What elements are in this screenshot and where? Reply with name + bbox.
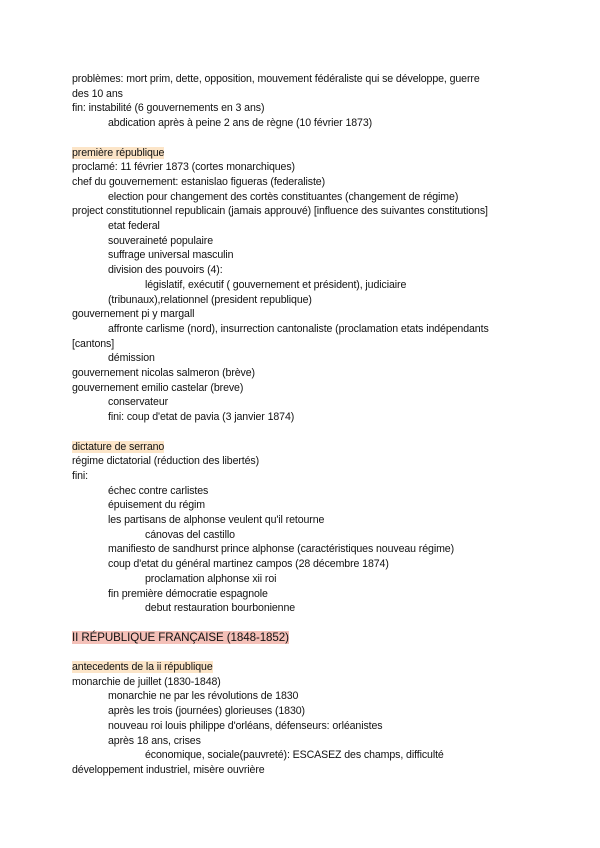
text-line: division des pouvoirs (4): [108, 264, 223, 277]
text-line: abdication après à peine 2 ans de règne (10 février 1873) [108, 117, 373, 130]
text-line: problèmes: mort prim, dette, opposition, mouvement fédéraliste qui se développe, guerre [72, 73, 480, 85]
text-line: chef du gouvernement: estanislao figueras (federaliste) [72, 175, 326, 188]
blank-line [72, 645, 532, 660]
blank-line [72, 131, 532, 146]
text-line: election pour changement des cortès constituantes (changement de régime) [108, 190, 459, 203]
text-line: debut restauration bourbonienne [145, 602, 296, 615]
text-line: cánovas del castillo [145, 528, 235, 541]
text-line: nouveau roi louis philippe d'orléans, défenseurs: orléanistes [108, 719, 383, 732]
text-line: après 18 ans, crises [108, 734, 201, 747]
text-line: démission [108, 352, 155, 365]
text-line: gouvernement nicolas salmeron (brève) [72, 367, 255, 380]
text-line: fini: coup d'etat de pavia (3 janvier 1874) [108, 411, 295, 424]
document-page [72, 72, 532, 778]
text-line: etat federal [108, 220, 160, 233]
blank-line [72, 616, 532, 631]
text-line: fin: instabilité (6 gouvernements en 3 ans) [72, 102, 265, 115]
text-line: (tribunaux),relationnel (president republique) [108, 293, 312, 306]
text-line: gouvernement emilio castelar (breve) [72, 381, 244, 394]
text-line: économique, sociale(pauvreté): ESCASEZ des champs, difficulté [145, 749, 444, 762]
heading-text: II RÉPUBLIQUE FRANÇAISE (1848-1852) [72, 630, 289, 644]
text-line: échec contre carlistes [108, 484, 209, 497]
text-line: [cantons] [72, 337, 115, 350]
text-line: régime dictatorial (réduction des libertés) [72, 455, 260, 468]
blank-line [72, 425, 532, 440]
text-line: affronte carlisme (nord), insurrection cantonaliste (proclamation etats indépendants [108, 322, 489, 335]
text-line: conservateur [108, 396, 169, 409]
text-line: project constitutionnel republicain (jamais approuvé) [influence des suivantes constitutions] [72, 205, 488, 218]
text-line: développement industriel, misère ouvrière [72, 763, 265, 776]
text-line: fin première démocratie espagnole [108, 587, 268, 600]
heading-text: dictature de serrano [72, 440, 165, 453]
text-line: fini: [72, 469, 88, 482]
text-line: monarchie ne par les révolutions de 1830 [108, 690, 299, 703]
text-line: manifiesto de sandhurst prince alphonse (caractéristiques nouveau régime) [108, 543, 455, 556]
text-line: monarchie de juillet (1830-1848) [72, 675, 221, 688]
text-line: épuisement du régim [108, 499, 206, 512]
text-line: suffrage universal masculin [108, 249, 234, 262]
text-line: souveraineté populaire [108, 234, 213, 247]
text-line: des 10 ans [72, 87, 123, 100]
section-heading [72, 631, 532, 646]
text-line: coup d'etat du général martinez campos (28 décembre 1874) [108, 558, 389, 571]
text-line: proclamé: 11 février 1873 (cortes monarchiques) [72, 161, 295, 174]
text-line: après les trois (journées) glorieuses (1830) [108, 705, 305, 718]
section-heading [72, 146, 532, 161]
heading-text: antecedents de la ii république [72, 661, 213, 674]
heading-text: première république [72, 146, 165, 159]
text-line: gouvernement pi y margall [72, 308, 195, 321]
section-heading [72, 660, 532, 675]
text-line: les partisans de alphonse veulent qu'il retourne [108, 514, 325, 527]
text-line: proclamation alphonse xii roi [145, 572, 277, 585]
text-line: législatif, exécutif ( gouvernement et président), judiciaire [145, 278, 407, 291]
section-heading [72, 440, 532, 455]
